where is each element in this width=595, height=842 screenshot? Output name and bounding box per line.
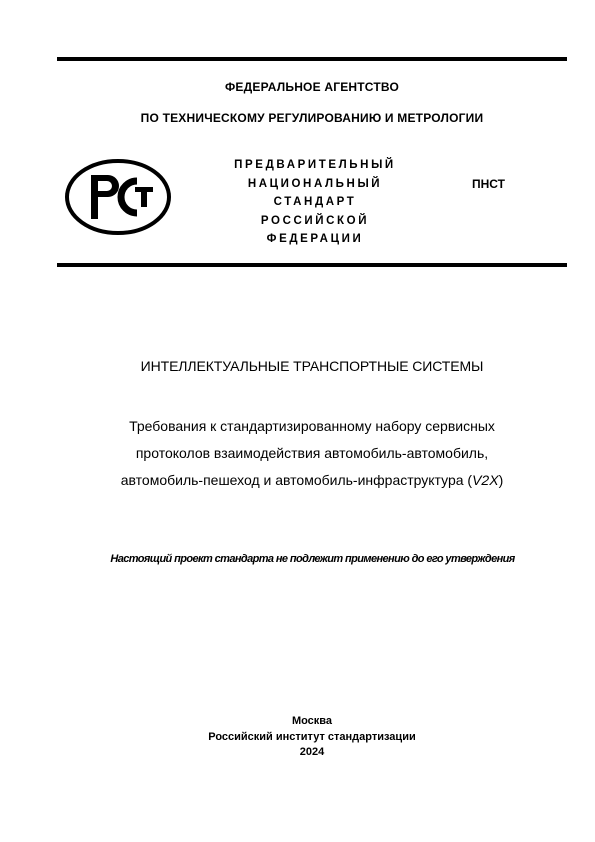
standard-type <box>200 156 430 249</box>
draft-notice: Настоящий проект стандарта не подлежит применению до его утверждения <box>110 553 515 565</box>
standard-code: ПНСТ <box>472 177 505 191</box>
standard-type-line: НАЦИОНАЛЬНЫЙ <box>247 177 383 190</box>
publisher-city: Москва <box>291 715 333 727</box>
publisher-institute: Российский институт стандартизации <box>208 730 416 743</box>
subtitle-line-2: протоколов взаимодействия автомобиль-автомобиль, <box>135 445 489 461</box>
document-subtitle <box>57 413 567 494</box>
rst-emblem-icon <box>65 159 171 235</box>
subtitle-line-3-text: автомобиль-пешеход и автомобиль-инфраструктура ( <box>120 472 473 488</box>
subtitle-line-3 <box>57 467 567 494</box>
subtitle-v2x: V2X <box>472 472 499 488</box>
top-divider <box>57 57 567 61</box>
document-title: ИНТЕЛЛЕКТУАЛЬНЫЕ ТРАНСПОРТНЫЕ СИСТЕМЫ <box>140 358 484 374</box>
agency-name-line-2: ПО ТЕХНИЧЕСКОМУ РЕГУЛИРОВАНИЮ И МЕТРОЛОГИИ <box>140 111 484 125</box>
header-divider <box>57 263 567 267</box>
agency-name-line-1: ФЕДЕРАЛЬНОЕ АГЕНТСТВО <box>224 80 399 94</box>
standard-type-line: РОССИЙСКОЙ <box>260 214 370 227</box>
subtitle-line-3-close: ) <box>498 472 504 488</box>
standard-type-line: СТАНДАРТ <box>273 196 357 209</box>
publication-year: 2024 <box>299 746 325 758</box>
standard-type-line: ПРЕДВАРИТЕЛЬНЫЙ <box>234 159 396 171</box>
publisher-block <box>57 714 567 761</box>
standard-type-line: ФЕДЕРАЦИИ <box>266 233 364 246</box>
subtitle-line-1: Требования к стандартизированному набору сервисных <box>129 418 495 434</box>
